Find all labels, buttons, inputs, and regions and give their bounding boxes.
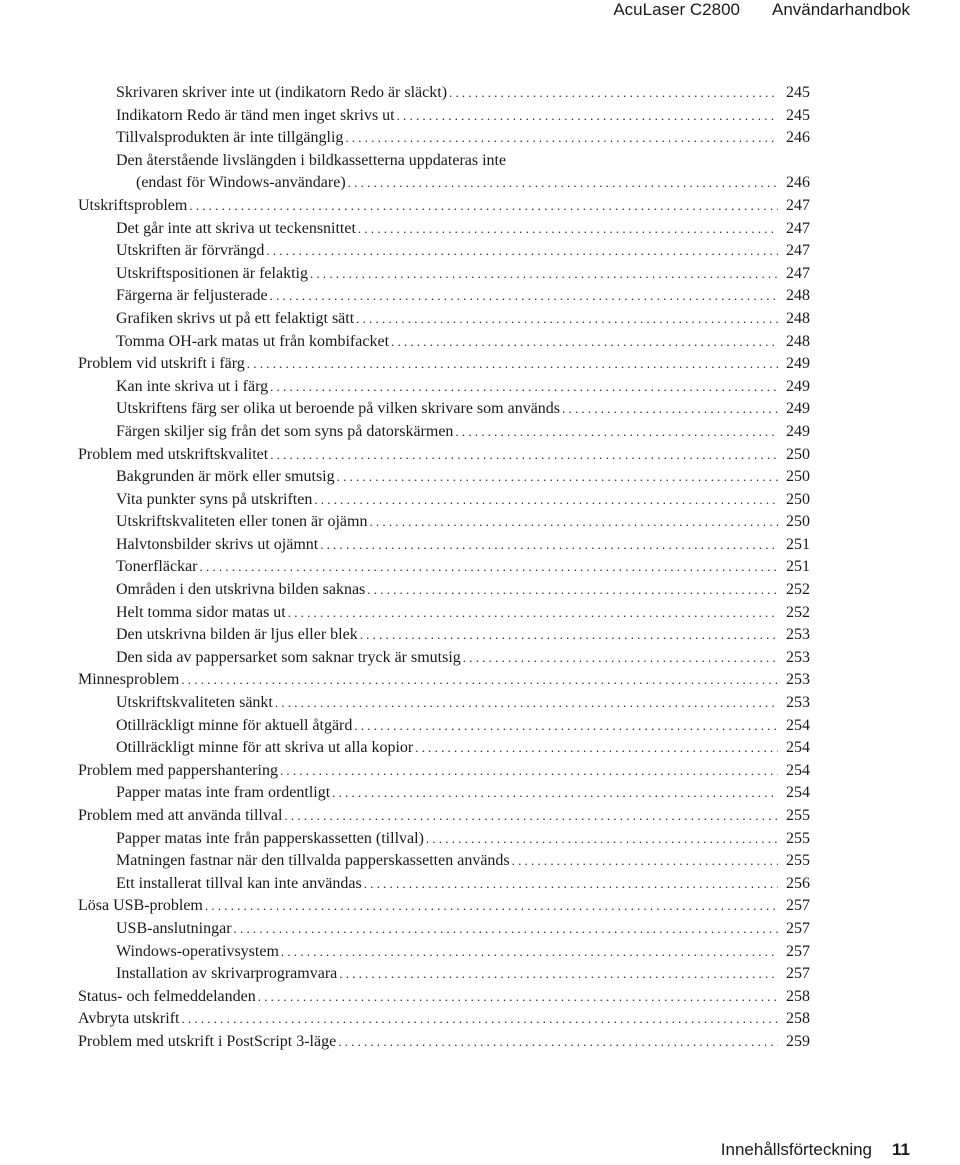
toc-entry[interactable] [78,444,810,467]
toc-entry-title: Lösa USB-problem [78,897,203,915]
toc-entry[interactable] [78,828,810,851]
toc-entry[interactable] [78,624,810,647]
toc-entry-page: 247 [786,219,810,237]
toc-entry-title: Färgerna är feljusterade [116,287,268,305]
toc-entry[interactable] [78,489,810,512]
toc-entry-page: 257 [786,965,810,983]
toc-entry-title: Vita punkter syns på utskriften [116,490,313,508]
toc-dot-leader [270,376,778,399]
toc-entry[interactable] [78,692,810,715]
toc-dot-leader [367,579,778,602]
toc-entry-page: 252 [786,603,810,621]
toc-dot-leader [337,466,778,489]
toc-entry-title: Skrivaren skriver inte ut (indikatorn Redo är släckt) [116,84,448,101]
toc-entry[interactable] [78,421,810,444]
toc-entry[interactable] [78,218,810,241]
toc-entry-page: 246 [786,129,810,147]
toc-entry-title: Indikatorn Redo är tänd men inget skrivs ut [116,106,395,124]
toc-entry-title: Den återstående livslängden i bildkassetterna uppdateras inte [116,151,507,169]
toc-dot-leader [338,1031,778,1054]
toc-entry-title: Tonerfläckar [116,558,198,576]
toc-entry-title: Kan inte skriva ut i färg [116,377,269,395]
toc-entry[interactable] [78,1008,810,1031]
toc-entry[interactable] [78,195,810,218]
toc-entry-page: 253 [786,648,810,666]
toc-dot-leader [288,602,778,625]
toc-entry-page: 258 [786,1010,810,1028]
toc-entry-page: 254 [786,716,810,734]
toc-entry-title: Minnesproblem [78,671,180,689]
toc-entry-title: Utskriften är förvrängd [116,242,265,260]
header-manual-title: Användarhandbok [771,0,910,19]
toc-entry-title: Den utskrivna bilden är ljus eller blek [116,626,358,644]
toc-entry-page: 249 [786,355,810,373]
toc-entry-title: Utskriftskvaliteten eller tonen är ojämn [116,513,368,531]
toc-dot-leader [339,963,778,986]
toc-dot-leader [345,127,778,150]
toc-entry-page: 254 [786,784,810,802]
toc-entry[interactable] [78,986,810,1009]
toc-entry-title: Utskriftspositionen är felaktig [116,264,308,282]
toc-entry-page: 255 [786,852,810,870]
page-footer [721,1140,910,1160]
toc-entry-title: Utskriftens färg ser olika ut beroende på vilken skrivare som används [116,400,561,418]
toc-entry-title: Installation av skrivarprogramvara [116,965,338,983]
toc-entry[interactable] [78,376,810,399]
toc-entry-title: Tomma OH-ark matas ut från kombifacket [116,332,390,350]
toc-dot-leader [200,556,779,579]
toc-entry-page: 250 [786,490,810,508]
toc-dot-leader [205,895,778,918]
page-number: 11 [892,1140,910,1159]
toc-entry-page: 257 [786,942,810,960]
toc-entry[interactable] [78,760,810,783]
toc-dot-leader [391,331,778,354]
toc-entry-page: 248 [786,309,810,327]
toc-dot-leader [356,308,778,331]
toc-entry[interactable] [78,602,810,625]
table-of-contents [78,82,810,1054]
toc-entry[interactable] [78,1031,810,1054]
toc-dot-leader [397,105,778,128]
toc-entry-page: 255 [786,807,810,824]
toc-entry-title: USB-anslutningar [116,919,232,937]
toc-dot-leader [348,172,778,195]
toc-entry-page: 247 [786,196,810,214]
toc-entry-title: Bakgrunden är mörk eller smutsig [116,468,335,486]
toc-entry[interactable] [78,240,810,263]
toc-dot-leader [320,534,778,557]
toc-dot-leader [358,218,778,241]
toc-dot-leader [258,986,778,1009]
toc-dot-leader [364,873,778,896]
toc-entry-page: 254 [786,761,810,779]
toc-entry[interactable] [78,669,810,692]
toc-entry[interactable] [78,805,810,828]
toc-entry-page: 249 [786,377,810,395]
toc-dot-leader [281,941,778,964]
toc-entry-title: Problem vid utskrift i färg [78,355,245,373]
toc-entry-title: Papper matas inte fram ordentligt [116,784,331,802]
toc-entry-title: Otillräckligt minne för aktuell åtgärd [116,716,353,734]
toc-dot-leader [234,918,778,941]
toc-entry[interactable] [78,308,810,331]
toc-entry-page: 258 [786,987,810,1005]
toc-entry-page: 253 [786,626,810,644]
toc-entry-title: Problem med utskrift i PostScript 3-läge [78,1032,337,1050]
toc-dot-leader [181,1008,778,1031]
toc-entry[interactable] [78,647,810,670]
toc-entry-title: Problem med pappershantering [78,761,278,779]
toc-entry-page: 245 [786,106,810,124]
toc-entry-page: 250 [786,468,810,486]
toc-entry-title: Halvtonsbilder skrivs ut ojämnt [116,535,319,553]
toc-entry-title: Otillräckligt minne för att skriva ut alla kopior [116,739,414,757]
toc-entry-page: 254 [786,739,810,757]
toc-entry-page: 257 [786,919,810,937]
toc-entry[interactable] [78,850,810,873]
toc-entry[interactable] [78,941,810,964]
toc-entry-page: 247 [786,242,810,260]
toc-entry-page: 249 [786,422,810,440]
toc-entry-title: Områden i den utskrivna bilden saknas [116,581,366,599]
toc-entry-title: Ett installerat tillval kan inte användas [116,874,362,892]
toc-entry-title: Papper matas inte från papperskassetten (tillval) [116,829,424,847]
toc-entry-page: 248 [786,332,810,350]
toc-entry-page: 246 [786,174,810,192]
footer-section-title: Innehållsförteckning [720,1140,873,1159]
toc-entry[interactable] [78,895,810,918]
toc-dot-leader [189,195,778,218]
toc-entry[interactable] [78,715,810,738]
toc-entry[interactable] [78,331,810,354]
toc-entry-title: Grafiken skrivs ut på ett felaktigt sätt [116,309,355,327]
toc-entry-page: 251 [786,558,810,576]
toc-entry-page: 256 [786,874,810,892]
toc-entry-title: Problem med utskriftskvalitet [78,445,269,463]
toc-entry-title: (endast för Windows-användare) [136,174,346,192]
toc-entry-title: Det går inte att skriva ut teckensnittet [116,219,356,237]
toc-entry[interactable] [78,398,810,421]
toc-dot-leader [310,263,778,286]
toc-dot-leader [426,828,778,851]
toc-entry[interactable] [78,466,810,489]
toc-dot-leader [181,669,778,692]
toc-entry[interactable] [78,918,810,941]
toc-entry-title: Färgen skiljer sig från det som syns på datorskärmen [116,422,454,440]
toc-entry-title: Utskriftskvaliteten sänkt [116,694,273,712]
toc-entry-page: 257 [786,897,810,915]
toc-entry[interactable] [78,534,810,557]
toc-entry-page: 252 [786,581,810,599]
toc-dot-leader [463,647,778,670]
toc-entry-page: 251 [786,535,810,553]
toc-entry-page: 255 [786,829,810,847]
toc-dot-leader [415,737,778,760]
toc-dot-leader [369,511,778,534]
toc-entry[interactable] [78,150,810,173]
toc-entry-title: Matningen fastnar när den tillvalda papperskassetten används [116,852,510,870]
toc-entry-title: Status- och felmeddelanden [78,987,256,1005]
toc-dot-leader [360,624,778,647]
toc-entry-title: Problem med att använda tillval [78,807,283,824]
toc-entry-page: 245 [786,84,810,101]
toc-entry[interactable] [78,82,810,105]
toc-entry-title: Tillvalsprodukten är inte tillgänglig [116,129,344,147]
toc-entry[interactable] [78,285,810,308]
toc-dot-leader [562,398,778,421]
toc-dot-leader [354,715,778,738]
toc-entry[interactable] [78,172,810,195]
toc-entry-page: 253 [786,671,810,689]
toc-dot-leader [280,760,778,783]
toc-dot-leader [275,692,778,715]
toc-dot-leader [270,444,778,467]
toc-entry[interactable] [78,873,810,896]
header-product: AcuLaser C2800 [613,0,740,19]
toc-dot-leader [332,782,778,805]
toc-entry[interactable] [78,105,810,128]
toc-entry-page: 248 [786,287,810,305]
toc-entry[interactable] [78,556,810,579]
toc-dot-leader [512,850,778,873]
toc-entry-page: 259 [786,1032,810,1050]
toc-dot-leader [247,353,778,376]
toc-entry[interactable] [78,127,810,150]
page-header [613,0,910,24]
toc-entry-title: Windows-operativsystem [116,942,279,960]
toc-entry-page: 249 [786,400,810,418]
toc-entry[interactable] [78,511,810,534]
toc-dot-leader [284,805,778,828]
toc-entry-page: 250 [786,513,810,531]
toc-entry[interactable] [78,782,810,805]
toc-entry-title: Avbryta utskrift [78,1010,180,1028]
toc-dot-leader [270,285,778,308]
toc-dot-leader [449,82,778,105]
toc-entry-page: 250 [786,445,810,463]
toc-entry[interactable] [78,263,810,286]
toc-dot-leader [266,240,778,263]
toc-dot-leader [314,489,778,512]
toc-entry-page: 247 [786,264,810,282]
toc-entry-title: Utskriftsproblem [78,196,188,214]
toc-entry-page: 253 [786,694,810,712]
toc-entry-title: Helt tomma sidor matas ut [116,603,286,621]
toc-entry[interactable] [78,579,810,602]
toc-dot-leader [455,421,778,444]
toc-entry[interactable] [78,353,810,376]
toc-entry-title: Den sida av pappersarket som saknar tryck är smutsig [116,648,461,666]
toc-entry[interactable] [78,737,810,760]
toc-entry[interactable] [78,963,810,986]
